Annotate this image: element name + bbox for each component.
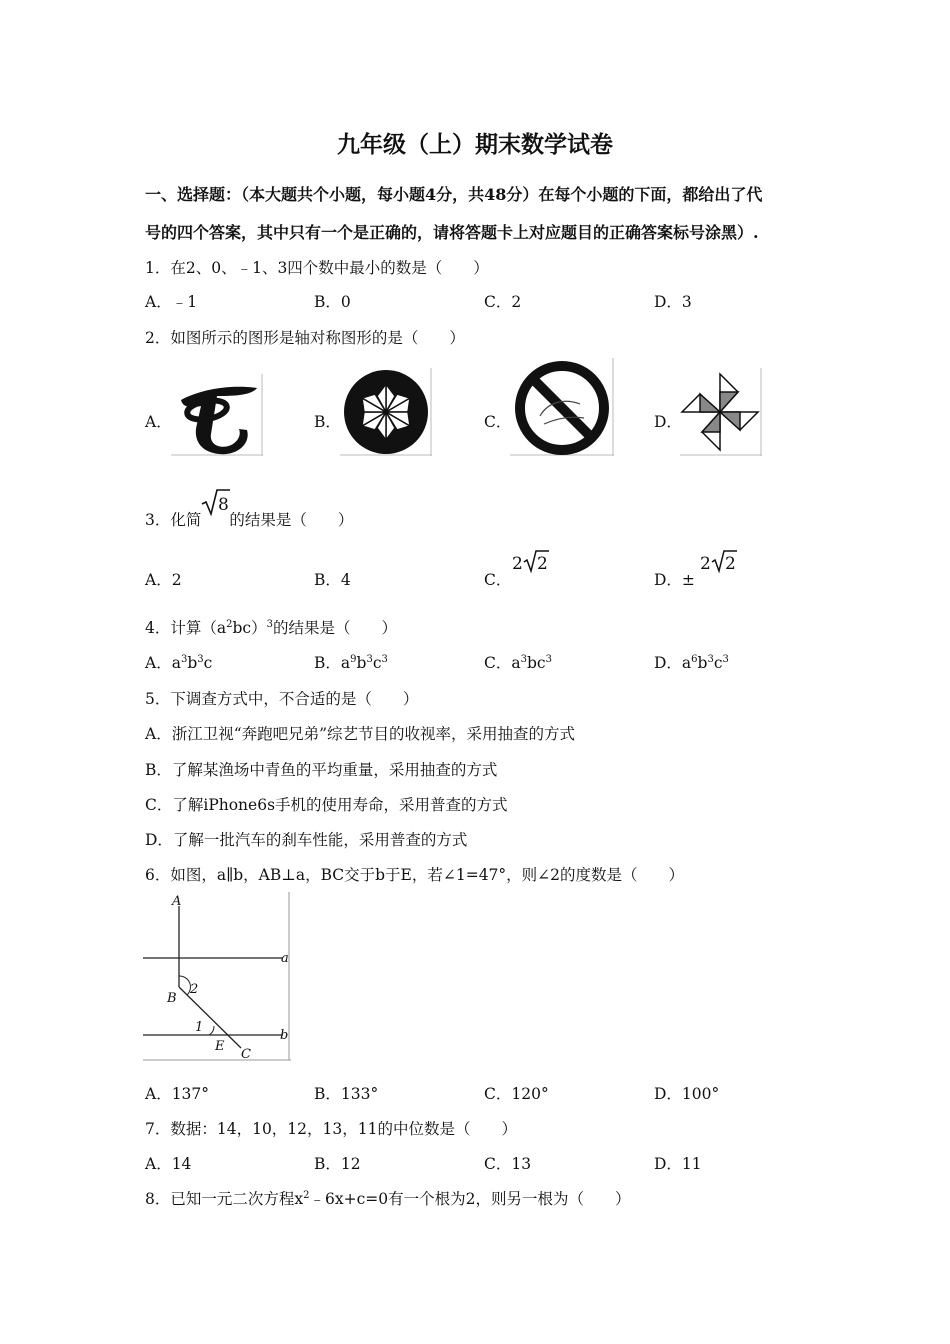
q8-stem: 8．已知一元二次方程$x^2﹣6x+c=0$有一个根为2，则另一根为（ ） — [145, 1190, 631, 1208]
section-instructions-line1: 一、选择题：（本大题共个小题，每小题4分，共48分）在每个小题的下面，都给出了代 — [145, 185, 763, 204]
q2-option-d: D． — [654, 413, 682, 431]
label-A: A — [172, 894, 182, 909]
q7-option-b: B．12 — [314, 1155, 361, 1173]
q6-option-c: C．120° — [484, 1085, 549, 1103]
label-C: C — [241, 1047, 251, 1062]
label-B: B — [167, 991, 177, 1006]
q3-option-a: A．2 — [145, 571, 182, 589]
q1-stem: 1．在2、0、﹣1、3四个数中最小的数是（ ） — [145, 259, 489, 277]
q3-stem: 3．化简 的结果是（ ） — [145, 511, 354, 529]
telecom-logo-image — [171, 374, 263, 456]
q4-option-c: C．$a^3bc^3$ — [484, 654, 552, 672]
q4-option-b: B．$a^9b^3c^3$ — [314, 654, 388, 672]
star-circle-image — [340, 368, 432, 456]
q3-option-c-formula — [511, 549, 551, 575]
q4-option-d: D．$a^6b^3c^3$ — [654, 654, 729, 672]
q6-option-a: A．137° — [145, 1085, 210, 1103]
parallel-lines-figure — [143, 892, 291, 1062]
q5-option-a: A．浙江卫视“奔跑吧兄弟”综艺节目的收视率，采用抽查的方式 — [145, 725, 576, 743]
q6-stem: 6．如图，a∥b，AB⊥a，BC交于b于E，若∠1=47°，则∠2的度数是（ ） — [145, 866, 685, 884]
q4-option-a: A．$a^3b^3c$ — [145, 654, 213, 672]
prohibition-sign-image — [510, 358, 614, 456]
q7-option-d: D．11 — [654, 1155, 702, 1173]
q7-option-c: C．13 — [484, 1155, 532, 1173]
q1-option-a: A．﹣1 — [145, 293, 198, 311]
label-b: b — [280, 1028, 289, 1043]
q2-option-c: C． — [484, 413, 512, 431]
q2-option-b: B． — [314, 413, 341, 431]
sqrt-8-formula — [200, 488, 230, 518]
q3-option-c: C． — [484, 571, 512, 589]
label-angle-1: 1 — [195, 1020, 204, 1035]
label-E: E — [215, 1039, 225, 1054]
section-instructions-line2: 号的四个答案，其中只有一个是正确的，请将答题卡上对应题目的正确答案标号涂黑）. — [145, 223, 759, 242]
q3-d-coefficient: 2 — [700, 554, 711, 574]
q6-option-d: D．100° — [654, 1085, 720, 1103]
q3-c-coefficient: 2 — [512, 554, 523, 574]
q3-d-radicand: 2 — [725, 554, 736, 574]
q5-option-b: B．了解某渔场中青鱼的平均重量，采用抽查的方式 — [145, 761, 498, 779]
q6-option-b: B．133° — [314, 1085, 379, 1103]
q3-option-b: B．4 — [314, 571, 351, 589]
q2-stem: 2．如图所示的图形是轴对称图形的是（ ） — [145, 329, 465, 347]
label-angle-2: 2 — [190, 982, 199, 997]
label-a: a — [281, 951, 289, 966]
q3-option-d-formula — [699, 549, 739, 575]
sqrt-8-radicand: 8 — [218, 495, 229, 515]
q3-option-d: D．± — [654, 571, 695, 589]
q3-c-radicand: 2 — [537, 554, 548, 574]
q1-option-d: D．3 — [654, 293, 692, 311]
q7-option-a: A．14 — [145, 1155, 192, 1173]
q1-option-c: C．2 — [484, 293, 522, 311]
q1-option-b: B．0 — [314, 293, 351, 311]
q7-stem: 7．数据：14，10，12，13，11的中位数是（ ） — [145, 1120, 517, 1138]
page-title: 九年级（上）期末数学试卷 — [337, 131, 613, 158]
q5-option-c: C．了解iPhone6s手机的使用寿命，采用普查的方式 — [145, 796, 508, 814]
q5-option-d: D．了解一批汽车的刹车性能，采用普查的方式 — [145, 831, 468, 849]
q5-stem: 5．下调查方式中，不合适的是（ ） — [145, 690, 419, 708]
pinwheel-image — [680, 368, 762, 456]
q2-option-a: A． — [145, 413, 172, 431]
q4-stem: 4．计算$(a^2bc)^3$的结果是（ ） — [145, 619, 397, 637]
